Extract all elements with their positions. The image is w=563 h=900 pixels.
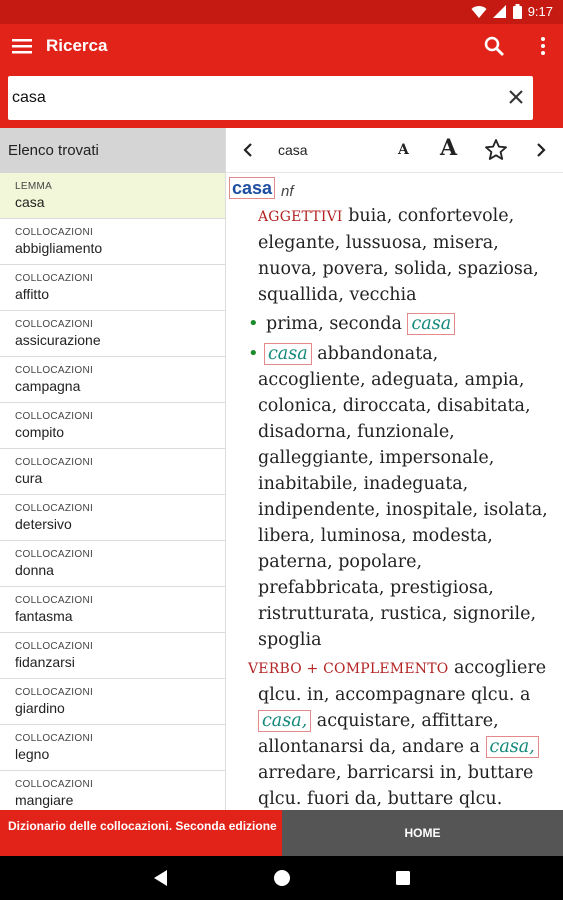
list-item-category: COLLOCAZIONI — [15, 503, 94, 514]
system-nav-bar — [0, 856, 563, 900]
list-item-word: legno — [15, 746, 50, 762]
entry-text: prefabbricata, prestigiosa, — [258, 578, 494, 598]
list-item[interactable] — [0, 541, 225, 587]
dictionary-title-button[interactable]: Dizionario delle collocazioni. Seconda edizione — [0, 810, 282, 856]
keyword-highlight[interactable]: casa, — [258, 710, 311, 732]
entry-text: elegante, lussuosa, misera, — [258, 233, 499, 253]
decrease-font-button[interactable]: A — [398, 142, 409, 158]
entry-text: qlcu. fuori da, buttare qlcu. — [258, 789, 503, 809]
list-item[interactable] — [0, 771, 225, 810]
list-item-category: COLLOCAZIONI — [15, 641, 94, 652]
entry-text: squallida, vecchia — [258, 285, 417, 305]
list-item[interactable] — [0, 495, 225, 541]
signal-icon — [493, 5, 507, 19]
entry-text: spoglia — [258, 630, 322, 650]
chevron-left-icon[interactable] — [242, 141, 254, 159]
list-item-word: casa — [15, 194, 45, 210]
app-bar — [0, 24, 563, 68]
list-item[interactable] — [0, 679, 225, 725]
bottom-bar — [0, 810, 563, 856]
status-bar — [0, 0, 563, 24]
list-item[interactable] — [0, 357, 225, 403]
entry-text: accogliente, adeguata, ampia, — [258, 370, 525, 390]
search-bar — [0, 68, 563, 128]
list-item-category: COLLOCAZIONI — [15, 273, 94, 284]
list-item-category: LEMMA — [15, 181, 53, 192]
entry-text: allontanarsi da, andare a — [258, 737, 480, 757]
entry-text: paterna, popolare, — [258, 552, 423, 572]
chevron-right-icon[interactable] — [535, 141, 547, 159]
entry-text: inabitabile, inadeguata, — [258, 474, 469, 494]
list-item-category: COLLOCAZIONI — [15, 779, 94, 790]
results-header: Elenco trovati — [0, 128, 225, 173]
collocation-block — [258, 341, 558, 653]
list-item[interactable] — [0, 403, 225, 449]
list-item[interactable] — [0, 173, 225, 219]
list-item-category: COLLOCAZIONI — [15, 411, 94, 422]
list-item-category: COLLOCAZIONI — [15, 457, 94, 468]
list-item[interactable] — [0, 311, 225, 357]
list-item-word: affitto — [15, 286, 49, 302]
section-label: AGGETTIVI — [258, 209, 343, 225]
list-item-category: COLLOCAZIONI — [15, 549, 94, 560]
keyword-highlight[interactable]: casa — [264, 343, 312, 365]
list-item-category: COLLOCAZIONI — [15, 687, 94, 698]
list-item-category: COLLOCAZIONI — [15, 227, 94, 238]
entry-pane — [226, 128, 563, 810]
entry-text: buia, confortevole, — [348, 206, 515, 226]
part-of-speech: nf — [281, 183, 294, 200]
recents-icon[interactable] — [395, 870, 411, 886]
list-item[interactable] — [0, 449, 225, 495]
back-icon[interactable] — [153, 869, 169, 887]
menu-icon[interactable] — [12, 36, 34, 56]
keyword-highlight[interactable]: casa, — [486, 736, 539, 758]
list-item-word: fidanzarsi — [15, 654, 75, 670]
entry-text: indipendente, inospitale, isolata, — [258, 500, 548, 520]
list-item-category: COLLOCAZIONI — [15, 319, 94, 330]
list-item[interactable] — [0, 633, 225, 679]
list-item[interactable] — [0, 219, 225, 265]
list-item[interactable] — [0, 587, 225, 633]
list-item-category: COLLOCAZIONI — [15, 365, 94, 376]
list-item-word: mangiare — [15, 792, 74, 808]
list-item-word: compito — [15, 424, 65, 440]
entry-text: prima, seconda — [266, 314, 402, 334]
list-item-category: COLLOCAZIONI — [15, 733, 94, 744]
clock: 9:17 — [527, 4, 553, 19]
section-label: VERBO + COMPLEMENTO — [248, 661, 449, 677]
entry-text: disadorna, funzionale, — [258, 422, 455, 442]
search-box — [8, 76, 533, 120]
entry-text: arredare, barricarsi in, buttare — [258, 763, 534, 783]
list-item[interactable] — [0, 265, 225, 311]
status-icons — [471, 4, 553, 19]
app-title: Ricerca — [46, 36, 108, 55]
verb-complement-section — [248, 655, 560, 810]
bullet: • — [248, 313, 259, 334]
entry-text: nuova, povera, solida, spaziosa, — [258, 259, 539, 279]
more-options-icon[interactable] — [539, 36, 547, 56]
keyword-highlight[interactable]: casa — [407, 313, 455, 335]
results-pane — [0, 128, 226, 810]
list-item-word: assicurazione — [15, 332, 101, 348]
list-item-word: giardino — [15, 700, 65, 716]
entry-text: qlcu. in, accompagnare qlcu. a — [258, 685, 531, 705]
increase-font-button[interactable]: A — [440, 135, 458, 161]
list-item[interactable] — [0, 725, 225, 771]
home-icon[interactable] — [273, 869, 291, 887]
entry-text: ristrutturata, rustica, signorile, — [258, 604, 537, 624]
entry-text: colonica, diroccata, disabitata, — [258, 396, 531, 416]
list-item-word: cura — [15, 470, 43, 486]
collocation-block — [266, 311, 563, 337]
search-input[interactable] — [12, 84, 492, 112]
list-item-category: COLLOCAZIONI — [15, 595, 94, 606]
battery-icon — [513, 4, 522, 19]
star-icon[interactable] — [484, 138, 508, 162]
entry-toolbar — [226, 128, 563, 173]
list-item-word: campagna — [15, 378, 81, 394]
close-icon[interactable] — [507, 88, 525, 106]
entry-text: accogliere — [454, 658, 547, 678]
list-item-word: donna — [15, 562, 54, 578]
entry-text: abbandonata, — [317, 344, 439, 364]
entry-headword: casa — [229, 177, 275, 199]
entry-text: acquistare, affittare, — [316, 711, 499, 731]
home-button[interactable]: HOME — [282, 810, 563, 856]
list-item-word: abbigliamento — [15, 240, 103, 256]
entry-text: libera, luminosa, modesta, — [258, 526, 493, 546]
entry-text: galleggiante, impersonale, — [258, 448, 495, 468]
wifi-icon — [471, 5, 487, 19]
entry-toolbar-word: casa — [278, 142, 308, 158]
search-icon[interactable] — [483, 35, 505, 57]
list-item-word: fantasma — [15, 608, 73, 624]
bullet: • — [248, 343, 259, 364]
list-item-word: detersivo — [15, 516, 72, 532]
adjectives-section — [258, 203, 558, 308]
